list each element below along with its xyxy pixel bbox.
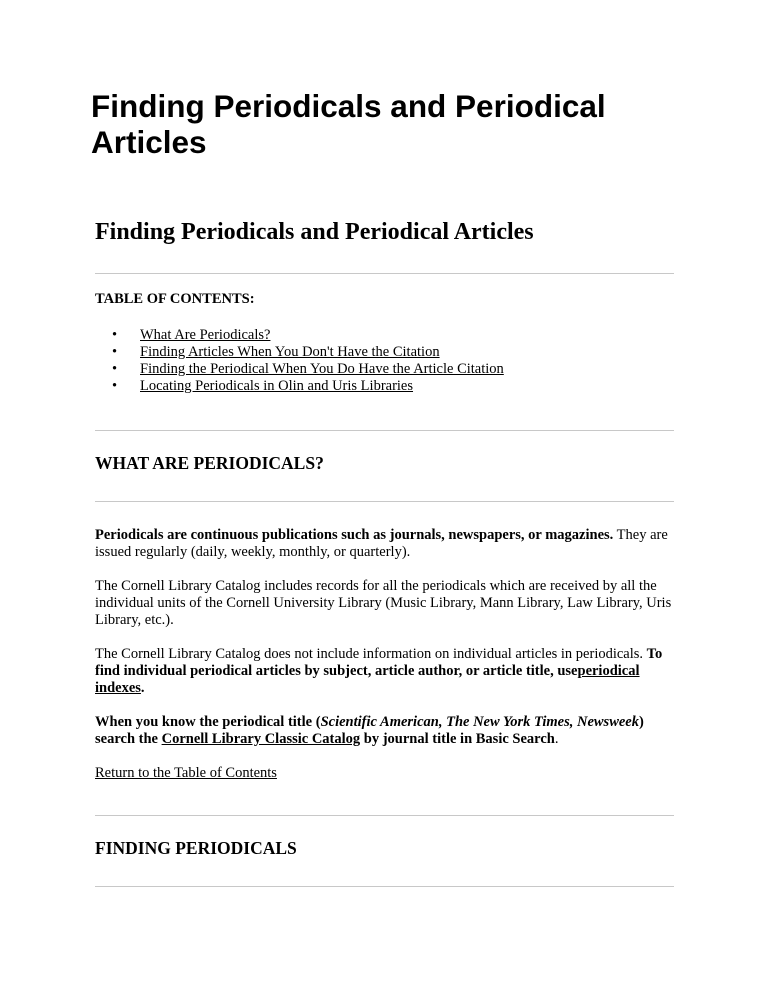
known-title-end: . [554, 731, 559, 747]
definition-bold-text: Periodicals are continuous publications such as journals, newspapers, or magazines. [95, 527, 614, 543]
known-title-bold-text: When you know the periodical title ( [95, 714, 321, 730]
definition-text: They are issued regularly (daily, weekly, monthly, or quarterly). [95, 527, 668, 560]
indexes-bold-text: To find individual periodical articles by subject, article author, or article title, use [95, 646, 663, 679]
paragraph-definition [95, 527, 675, 561]
section-heading-what-are-periodicals: WHAT ARE PERIODICALS? [95, 453, 324, 473]
bullet-icon: • [112, 344, 118, 360]
periodical-indexes-link[interactable]: periodical indexes [95, 663, 640, 696]
toc-link-locating-periodicals[interactable]: Locating Periodicals in Olin and Uris Libraries [140, 378, 414, 394]
divider [95, 273, 674, 274]
known-title-basic-search: by journal title in Basic Search [360, 731, 555, 747]
toc-link-finding-articles[interactable]: Finding Articles When You Don't Have the Citation [140, 344, 440, 360]
toc-link-finding-periodical[interactable]: Finding the Periodical When You Do Have the Article Citation [140, 361, 504, 377]
paragraph-indexes [95, 646, 675, 697]
page-title: Finding Periodicals and Periodical Articles [91, 88, 606, 160]
divider [95, 501, 674, 502]
document-subtitle: Finding Periodicals and Periodical Articles [95, 219, 534, 245]
toc-link-what-are-periodicals[interactable]: What Are Periodicals? [140, 327, 271, 343]
bullet-icon: • [112, 378, 118, 394]
bullet-icon: • [112, 361, 118, 377]
divider [95, 886, 674, 887]
bullet-icon: • [112, 327, 118, 343]
section-heading-finding-periodicals: FINDING PERIODICALS [95, 838, 297, 858]
classic-catalog-link[interactable]: Cornell Library Classic Catalog [161, 731, 361, 747]
return-to-toc-link[interactable]: Return to the Table of Contents [95, 765, 277, 781]
indexes-text: The Cornell Library Catalog does not include information on individual articles in periodicals. [95, 646, 647, 662]
divider [95, 815, 674, 816]
paragraph-catalog-scope: The Cornell Library Catalog includes records for all the periodicals which are received by all the individual units of the Cornell University Library (Music Library, Mann Library, Law Library, Uris Library, etc.). [95, 578, 672, 628]
divider [95, 430, 674, 431]
known-title-search-text: ) search the [95, 714, 644, 747]
toc-heading: TABLE OF CONTENTS: [95, 291, 255, 307]
indexes-end: . [140, 680, 145, 696]
known-title-examples: Scientific American, The New York Times, Newsweek [320, 714, 639, 730]
paragraph-known-title [95, 714, 675, 748]
